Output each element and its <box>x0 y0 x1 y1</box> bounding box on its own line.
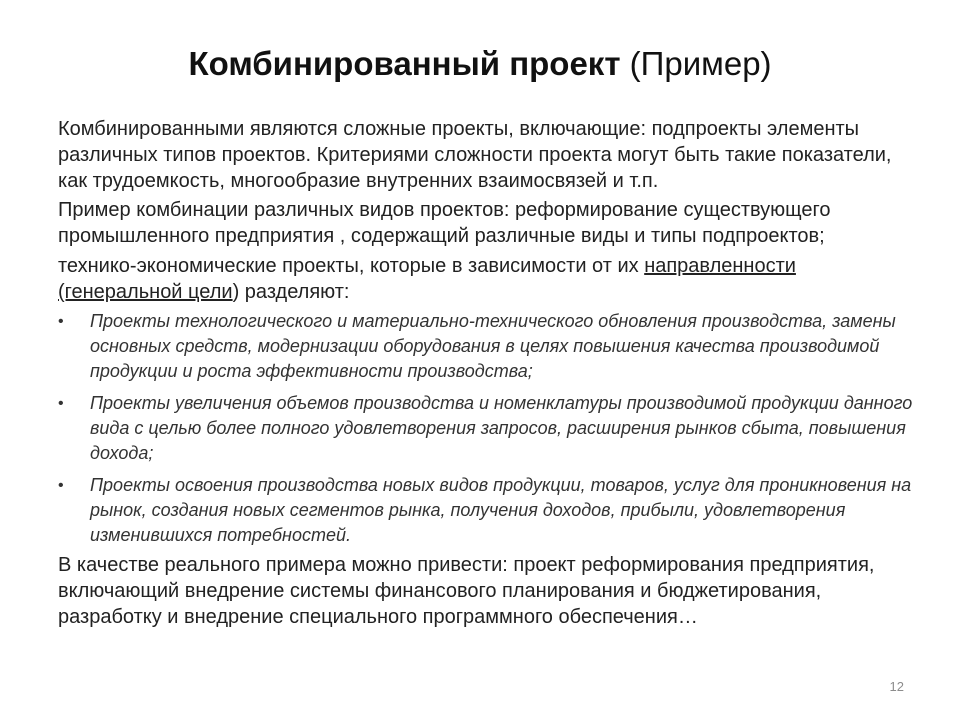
slide-content <box>58 116 918 630</box>
bullet-dot-icon: • <box>58 395 64 412</box>
slide-title <box>0 42 960 86</box>
bullet-item <box>58 473 918 548</box>
paragraph-classification-end: ) разделяют: <box>232 281 350 303</box>
slide-title-suffix: (Пример) <box>620 45 772 82</box>
paragraph-example: Пример комбинации различных видов проектов: реформирование существующего промышленного предприятия , содержащий различные виды и типы подпроектов; <box>58 199 831 247</box>
bullet-text: Проекты технологического и материально-технического обновления производства, замены основных средств, модернизации оборудования в целях повышения качества производимой продукции и роста эффективности производства; <box>90 311 896 381</box>
bullet-text: Проекты освоения производства новых видов продукции, товаров, услуг для проникновения на рынок, создания новых сегментов рынка, получения доходов, прибыли, удовлетворения изменившихся потребностей. <box>90 475 912 545</box>
paragraph-classification <box>58 253 918 305</box>
slide-title-bold: Комбинированный проект <box>188 45 621 82</box>
bullet-item <box>58 391 918 466</box>
bullet-item <box>58 309 918 384</box>
bullet-list <box>58 309 918 548</box>
bullet-dot-icon: • <box>58 313 64 330</box>
paragraph-definition: Комбинированными являются сложные проекты, включающие: подпроекты элементы различных типов проектов. Критериями сложности проекта могут быть такие показатели, как трудоемкость, многообразие внутренних взаимосвязей и т.п. <box>58 118 892 192</box>
bullet-text: Проекты увеличения объемов производства и номенклатуры производимой продукции данного вида с целью более полного удовлетворения запросов, расширения рынков сбыта, повышения дохода; <box>90 393 913 463</box>
paragraph-classification-start: технико-экономические проекты, которые в зависимости от их <box>58 255 645 277</box>
page-number: 12 <box>889 679 904 694</box>
bullet-dot-icon: • <box>58 477 64 494</box>
paragraph-real-example: В качестве реального примера можно привести: проект реформирования предприятия, включающий внедрение системы финансового планирования и бюджетирования, разработку и внедрение специального программного обеспечения… <box>58 554 875 628</box>
paragraph-classification-underlined: направленности (генеральной цели <box>58 255 796 303</box>
